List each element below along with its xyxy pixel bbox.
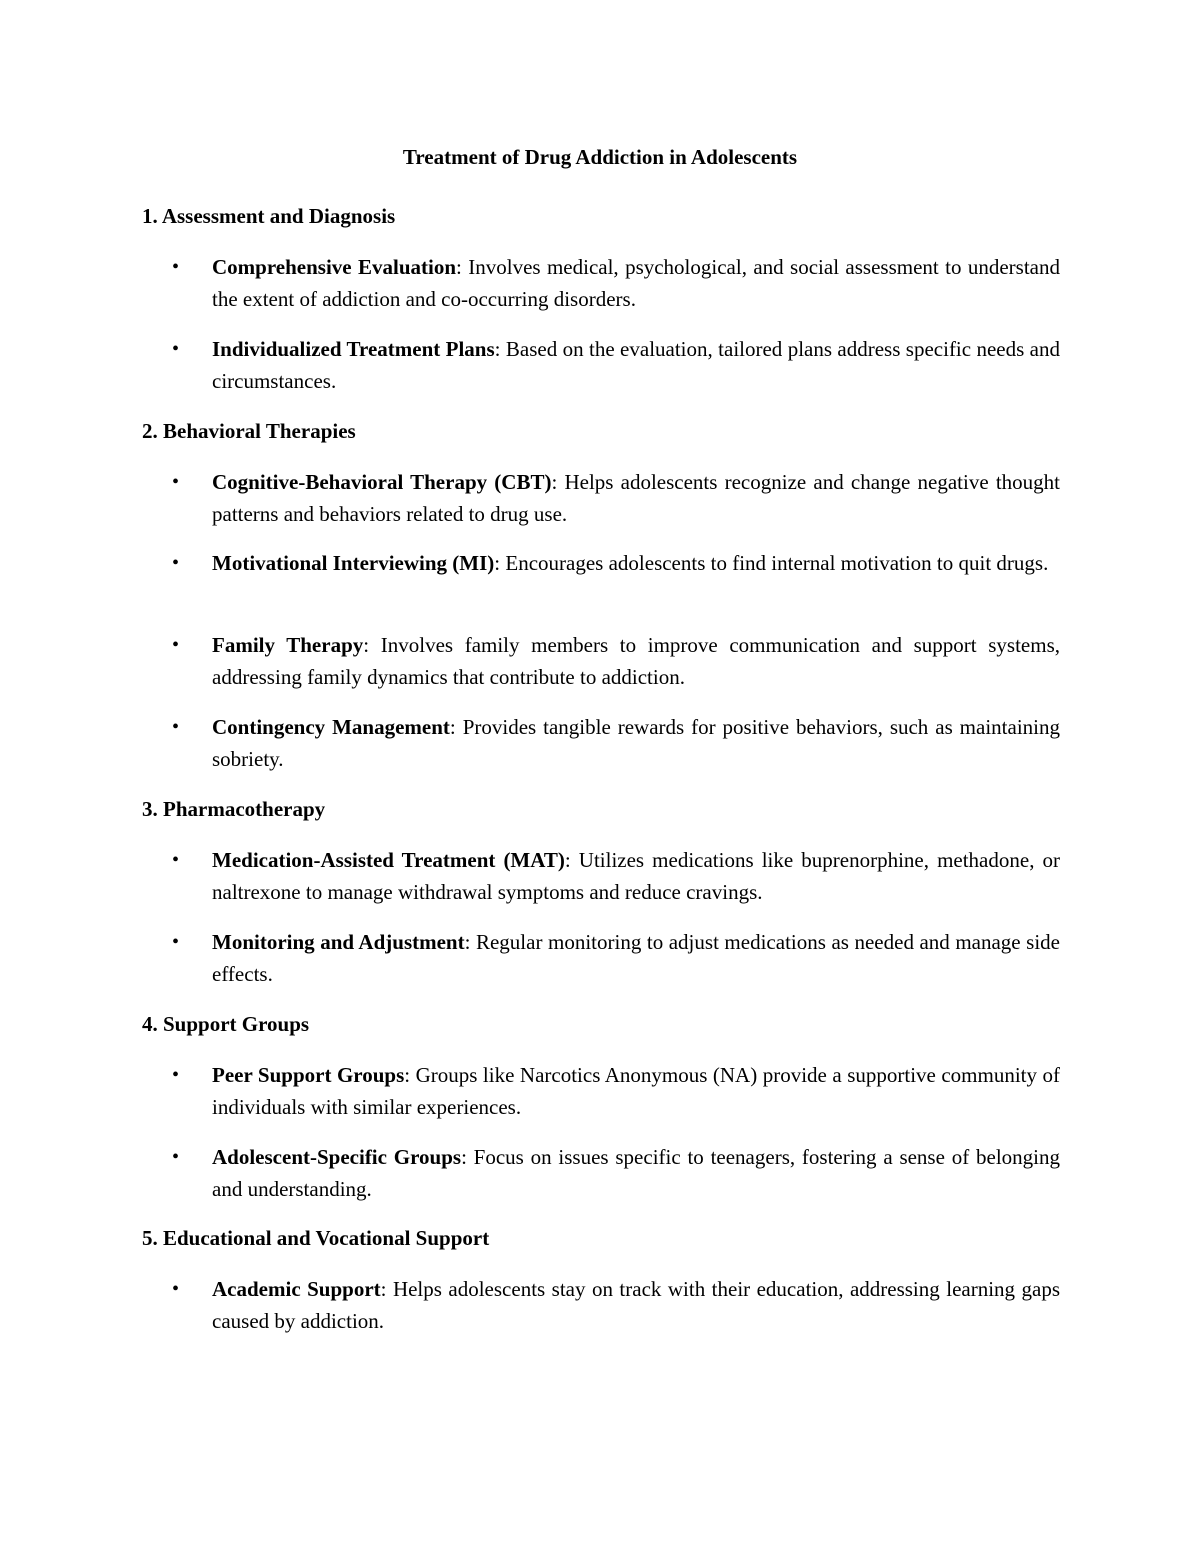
list-item-description: : Encourages adolescents to find internal motivation to quit drugs. — [494, 551, 1049, 575]
list-item-description: : Provides tangible rewards for positive behaviors, such as maintaining sobriety. — [212, 715, 1060, 771]
list-item — [142, 1060, 1060, 1123]
bullet-icon: • — [172, 1064, 180, 1086]
list-item — [142, 1142, 1060, 1205]
list-item-term: Academic Support — [212, 1277, 381, 1301]
section-heading-educational: 5. Educational and Vocational Support — [142, 1226, 490, 1250]
bullet-icon: • — [172, 931, 180, 953]
list-item-term: Motivational Interviewing (MI) — [212, 551, 495, 575]
list-item-term: Individualized Treatment Plans — [212, 337, 495, 361]
list-item-text — [212, 1274, 1060, 1337]
list-item-description: : Based on the evaluation, tailored plans address specific needs and circumstances. — [212, 337, 1061, 393]
list-item-description: : Helps adolescents stay on track with their education, addressing learning gaps caused by addiction. — [212, 1277, 1060, 1333]
list-item-description: : Utilizes medications like buprenorphine, methadone, or naltrexone to manage withdrawal symptoms and reduce cravings. — [212, 848, 1061, 904]
list-item — [142, 845, 1060, 908]
bullet-icon: • — [172, 552, 180, 574]
list-item-term: Peer Support Groups — [212, 1063, 405, 1087]
bullet-icon: • — [172, 338, 180, 360]
bullet-icon: • — [172, 471, 180, 493]
list-item-description: : Focus on issues specific to teenagers, fostering a sense of belonging and understanding. — [212, 1145, 1060, 1201]
list-item-term: Medication-Assisted Treatment (MAT) — [212, 848, 565, 872]
list-item — [142, 630, 1060, 693]
list-item-text — [212, 1142, 1060, 1205]
list-item-text — [212, 712, 1060, 775]
list-item — [142, 252, 1060, 315]
list-item-description: : Groups like Narcotics Anonymous (NA) provide a supportive community of individuals with similar experiences. — [212, 1063, 1061, 1119]
list-item — [142, 467, 1060, 530]
bullet-icon: • — [172, 1146, 180, 1168]
list-item-description: : Helps adolescents recognize and change negative thought patterns and behaviors related to drug use. — [212, 470, 1060, 526]
section-heading-assessment: 1. Assessment and Diagnosis — [142, 204, 396, 228]
list-item-term: Adolescent-Specific Groups — [212, 1145, 462, 1169]
section-heading-behavioral: 2. Behavioral Therapies — [142, 419, 356, 443]
list-item-text — [212, 334, 1060, 397]
bullet-icon: • — [172, 634, 180, 656]
list-item — [142, 334, 1060, 397]
list-item — [142, 712, 1060, 775]
list-item-text — [212, 1060, 1060, 1123]
list-item-term: Monitoring and Adjustment — [212, 930, 465, 954]
list-item-term: Comprehensive Evaluation — [212, 255, 457, 279]
list-item-text — [212, 548, 1060, 580]
list-item-text — [212, 252, 1060, 315]
section-heading-support-groups: 4. Support Groups — [142, 1012, 310, 1036]
bullet-icon: • — [172, 256, 180, 278]
list-item-text — [212, 845, 1060, 908]
list-item-description: : Involves medical, psychological, and social assessment to understand the extent of addiction and co-occurring disorders. — [212, 255, 1060, 311]
list-item-text — [212, 630, 1060, 693]
list-item-term: Contingency Management — [212, 715, 450, 739]
list-item-description: : Involves family members to improve communication and support systems, addressing family dynamics that contribute to addiction. — [212, 633, 1060, 689]
page-title: Treatment of Drug Addiction in Adolescents — [402, 145, 798, 169]
list-item — [142, 927, 1060, 990]
section-heading-pharmacotherapy: 3. Pharmacotherapy — [142, 797, 326, 821]
list-item — [142, 548, 1060, 580]
list-item-term: Cognitive-Behavioral Therapy (CBT) — [212, 470, 552, 494]
list-item-text — [212, 927, 1060, 990]
list-item-description: : Regular monitoring to adjust medications as needed and manage side effects. — [212, 930, 1060, 986]
list-item-text — [212, 467, 1060, 530]
bullet-icon: • — [172, 849, 180, 871]
bullet-icon: • — [172, 716, 180, 738]
bullet-icon: • — [172, 1278, 180, 1300]
list-item-term: Family Therapy — [212, 633, 364, 657]
list-item — [142, 1274, 1060, 1337]
